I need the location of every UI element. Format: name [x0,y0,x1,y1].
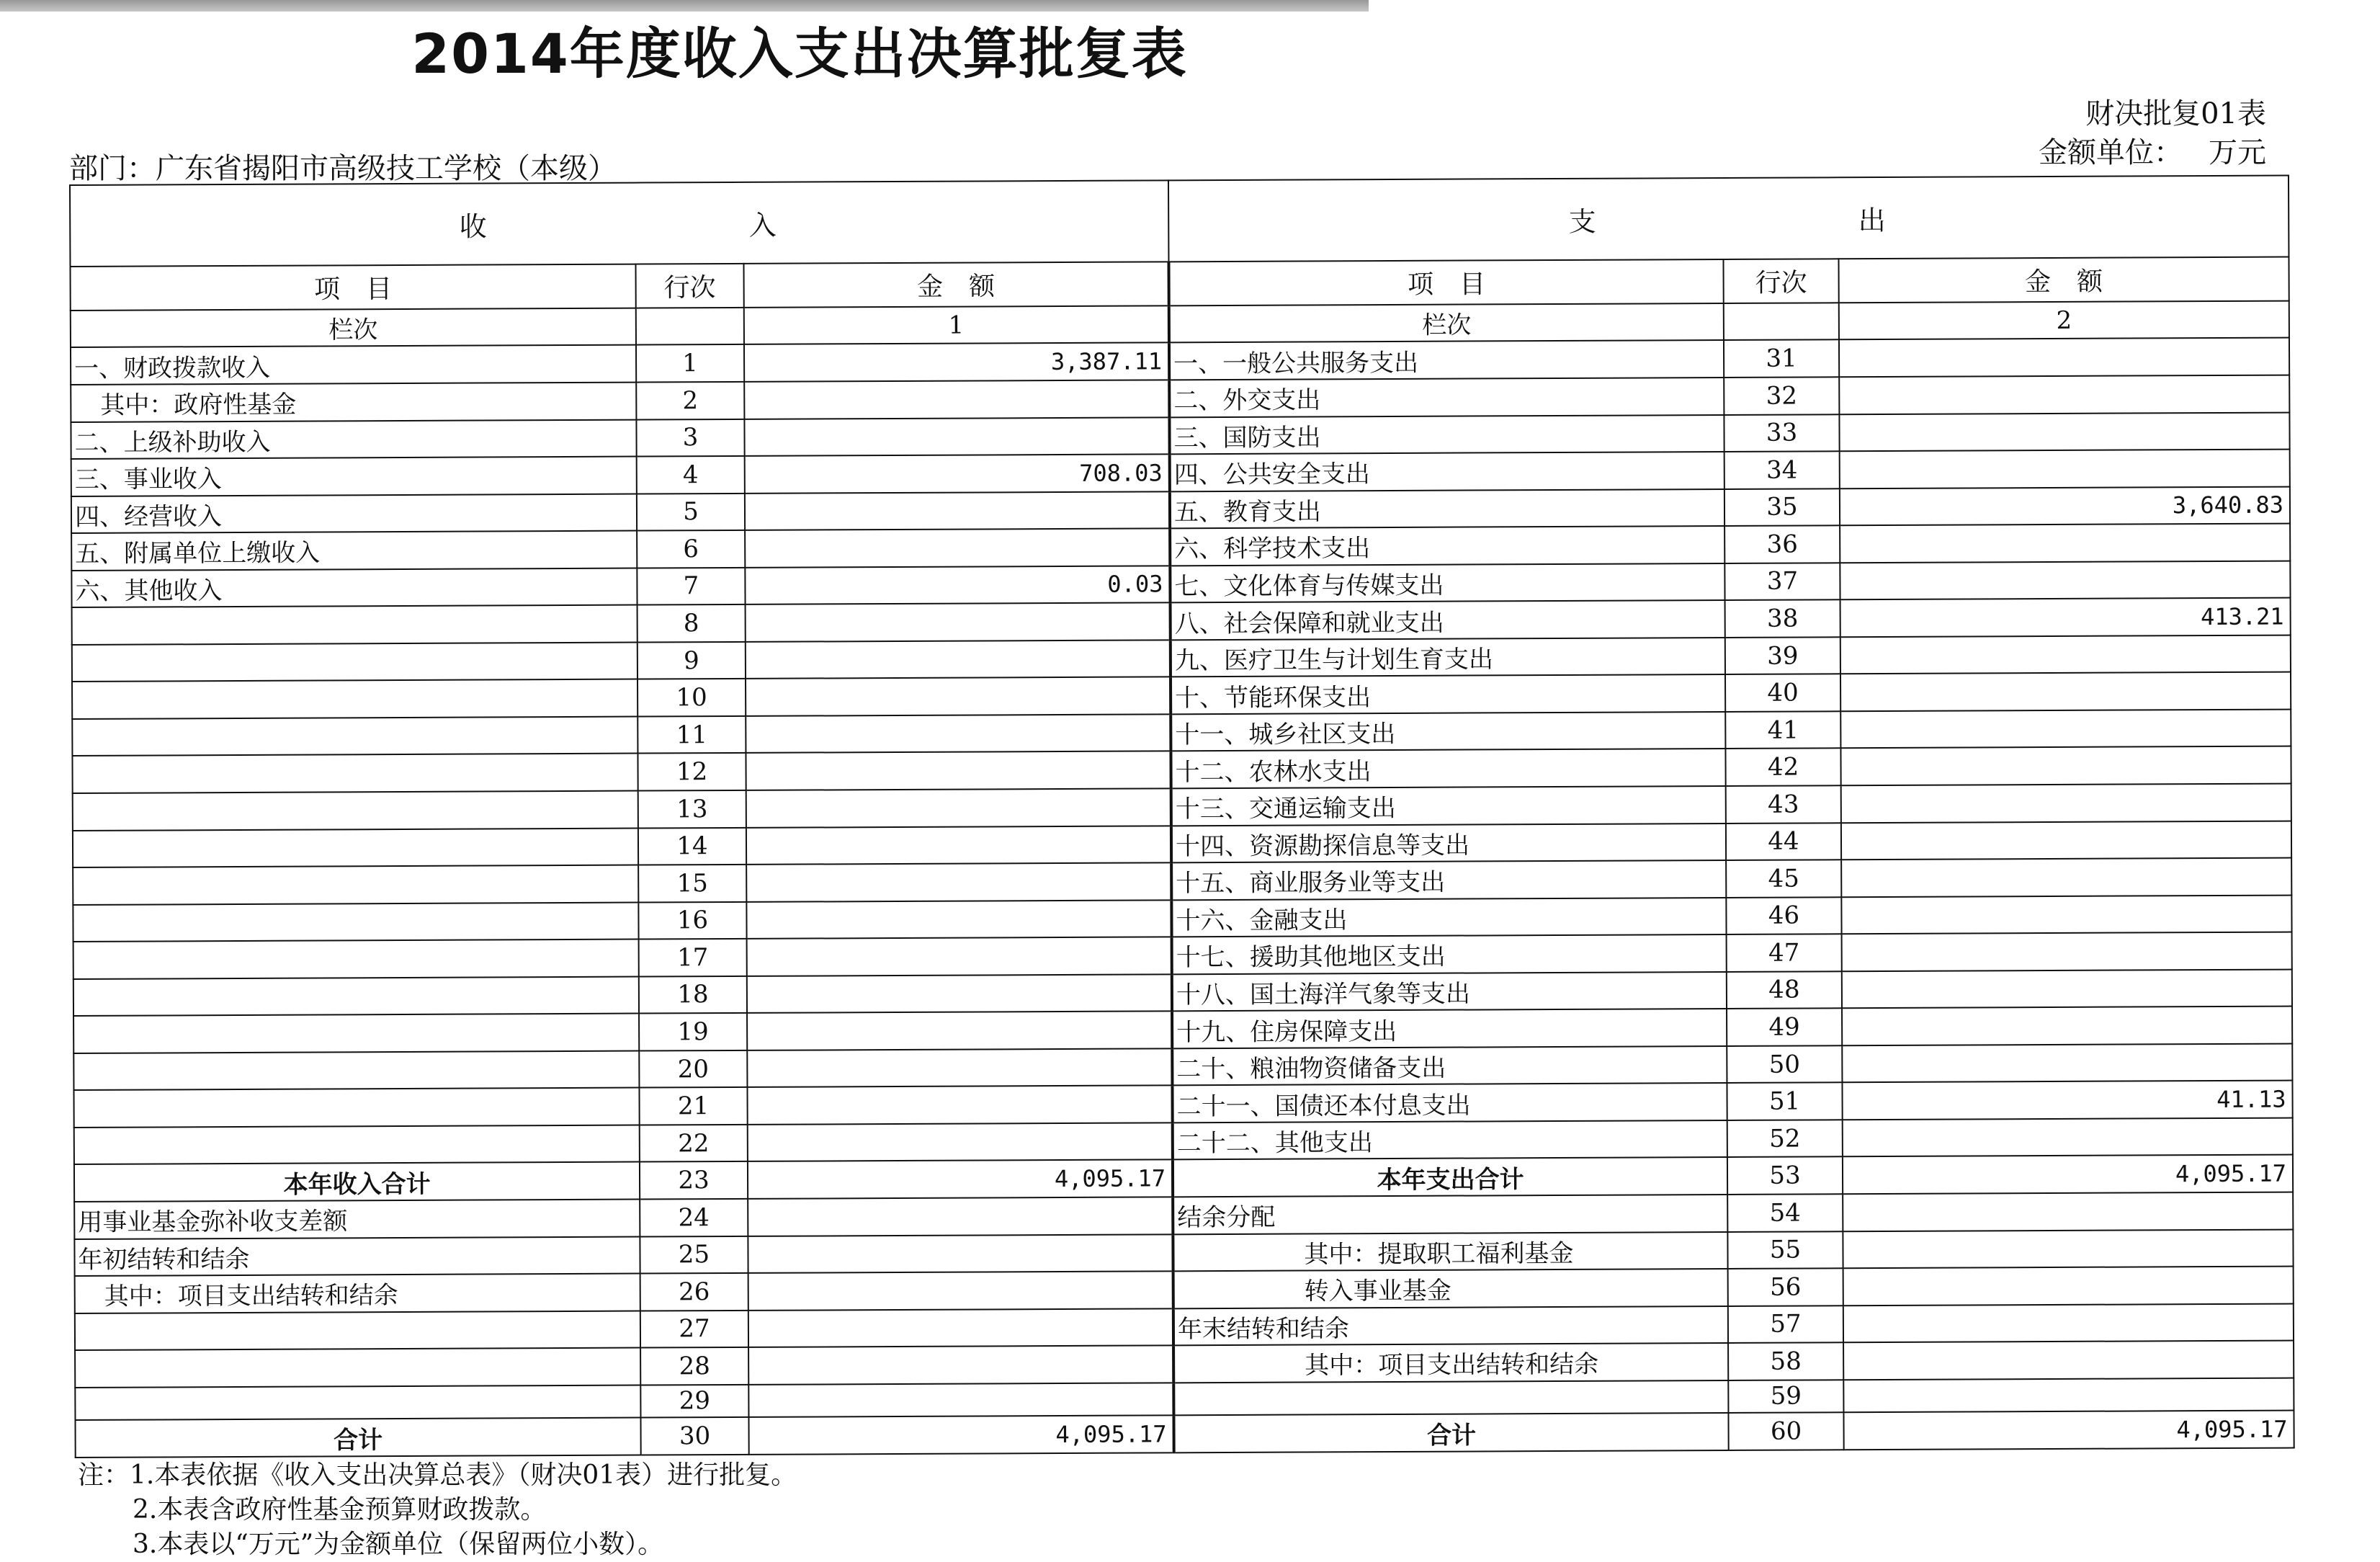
income-item-label: 三、事业收入 [71,457,637,496]
income-item-label [72,754,638,793]
income-amount: 4,095.17 [748,1160,1173,1199]
income-line-number: 8 [638,604,746,642]
income-amount [748,1271,1173,1310]
expense-line-number: 34 [1724,451,1840,488]
income-lanci-empty [636,308,744,345]
expense-amount [1840,450,2290,488]
income-line-number: 14 [638,827,746,865]
expense-item-label: 十八、国土海洋气象等支出 [1172,972,1727,1012]
expense-line-number: 41 [1725,711,1840,749]
expense-line-number: 45 [1726,860,1841,897]
footnote-1: 注：1.本表依据《收入支出决算总表》（财决01表）进行批复。 [78,1460,797,1490]
income-item-label: 二、上级补助收入 [71,419,636,459]
income-amount: 4,095.17 [748,1416,1173,1455]
expense-amount [1843,1378,2294,1412]
income-line-number: 12 [638,753,746,790]
income-item-label: 其中：项目支出结转和结余 [75,1274,640,1313]
expense-section-char-2: 出 [1858,205,1889,237]
income-line-number: 16 [638,902,746,940]
income-amount [746,640,1171,679]
expense-amount [1843,1192,2293,1231]
income-amount: 0.03 [745,566,1170,604]
income-line-number: 17 [639,939,747,976]
income-amount [746,677,1171,716]
expense-amount [1842,932,2292,971]
amount-unit [2039,130,2266,171]
income-item-label [72,605,638,645]
income-section-char-2: 入 [748,209,779,241]
income-line-number: 21 [639,1087,747,1125]
expense-line-number: 60 [1728,1412,1843,1450]
expense-line-number: 59 [1728,1380,1843,1413]
income-item-label [73,1088,639,1128]
income-item-label [75,1385,640,1420]
expense-amount [1843,1303,2294,1342]
income-line-number: 10 [638,679,746,716]
income-line-number: 18 [639,976,747,1014]
footnotes [78,1458,797,1562]
expense-item-header: 项 目 [1168,259,1723,305]
expense-line-number: 54 [1727,1194,1843,1231]
income-amount [745,491,1170,530]
expense-item-label: 二十一、国债还本付息支出 [1172,1083,1727,1123]
income-amount-header: 金 额 [743,262,1168,308]
expense-line-number: 38 [1725,600,1840,638]
expense-amount [1841,784,2291,823]
expense-line-number: 39 [1725,637,1840,674]
income-line-number: 24 [640,1199,748,1236]
expense-amount [1840,635,2291,674]
income-line-number: 3 [636,419,744,456]
unit-label: 金额单位： [2039,136,2183,169]
income-item-header: 项 目 [70,264,635,311]
income-line-number: 27 [640,1311,748,1348]
income-item-label [73,976,639,1016]
income-item-label [73,791,638,831]
income-amount [748,1383,1173,1417]
income-line-number: 15 [638,865,746,902]
expense-amount: 413.21 [1840,598,2291,637]
expense-amount [1840,709,2291,748]
expense-amount [1839,338,2289,377]
income-line-number: 30 [640,1417,748,1455]
expense-amount [1843,1117,2293,1156]
expense-line-number: 53 [1727,1157,1843,1195]
expense-lanci-empty [1724,303,1839,340]
income-line-number: 25 [640,1236,748,1273]
page-title: 2014年度收入支出决算批复表 [411,22,1188,86]
income-amount [746,862,1171,901]
income-line-number: 2 [636,382,744,419]
expense-item-label: 本年支出合计 [1173,1157,1727,1197]
expense-line-number: 43 [1726,785,1841,823]
income-line-header: 行次 [635,264,743,308]
income-amount [744,417,1169,456]
expense-amount [1842,1007,2292,1045]
expense-item-label: 结余分配 [1173,1195,1727,1234]
expense-item-label: 转入事业基金 [1173,1269,1728,1308]
expense-line-number: 31 [1724,340,1839,378]
approval-table [69,175,2295,1458]
expense-line-number: 51 [1727,1083,1842,1120]
expense-item-label: 二十二、其他支出 [1173,1120,1727,1160]
expense-item-label: 七、文化体育与传媒支出 [1170,563,1724,603]
expense-amount: 3,640.83 [1840,486,2290,525]
income-item-label [74,1125,640,1164]
income-amount [746,788,1171,827]
expense-line-number: 50 [1727,1045,1842,1083]
expense-item-label [1173,1380,1728,1416]
expense-line-number: 36 [1724,525,1840,563]
expense-amount [1841,895,2291,934]
expense-line-number: 42 [1725,749,1840,786]
expense-lanci-number: 2 [1839,300,2289,339]
income-amount [748,1123,1173,1161]
income-line-number: 22 [640,1125,748,1162]
expense-amount [1839,412,2289,451]
income-amount [747,1012,1172,1050]
expense-amount [1840,746,2291,785]
income-line-number: 9 [638,642,746,679]
expense-line-number: 33 [1724,414,1839,452]
expense-amount [1841,858,2291,897]
income-item-label: 六、其他收入 [71,568,637,607]
income-amount [744,380,1169,419]
income-amount [747,1086,1172,1125]
expense-amount [1839,375,2289,414]
income-item-label [75,1311,640,1350]
expense-item-label: 九、医疗卫生与计划生育支出 [1171,638,1725,677]
income-amount [748,1234,1173,1273]
expense-item-label: 十一、城乡社区支出 [1171,712,1725,751]
expense-item-label: 六、科学技术支出 [1170,526,1724,566]
expense-amount-header: 金 额 [1838,257,2289,303]
expense-item-label: 四、公共安全支出 [1170,452,1724,491]
income-amount [746,900,1171,939]
income-line-number: 7 [637,568,745,605]
expense-item-label: 十六、金融支出 [1171,898,1726,937]
income-item-label: 四、经营收入 [71,494,637,533]
approval-table-wrapper [69,175,2294,1458]
expense-amount [1841,821,2291,860]
expense-amount: 4,095.17 [1843,1155,2293,1194]
expense-item-label: 十二、农林水支出 [1171,749,1725,788]
expense-line-number: 46 [1726,897,1841,934]
expense-line-header: 行次 [1723,259,1838,303]
income-line-number: 26 [640,1273,748,1311]
income-section-char-1: 收 [459,210,490,243]
expense-item-label: 八、社会保障和就业支出 [1171,600,1725,640]
income-item-label: 用事业基金弥补收支差额 [74,1200,640,1239]
expense-section-header [1168,176,2289,262]
expense-line-number: 49 [1727,1009,1842,1046]
income-line-number: 1 [636,344,744,382]
expense-amount [1840,672,2291,711]
expense-line-number: 35 [1724,488,1840,526]
income-amount [747,974,1172,1013]
income-amount [748,1308,1173,1347]
income-amount [748,1197,1173,1236]
income-lanci-label: 栏次 [71,308,636,347]
income-line-number: 28 [640,1347,748,1385]
table-body [71,338,2294,1458]
expense-item-label: 十九、住房保障支出 [1172,1009,1727,1048]
income-item-label [72,716,638,756]
income-line-number: 19 [639,1013,747,1050]
expense-line-number: 48 [1727,971,1842,1009]
expense-item-label: 年末结转和结余 [1173,1306,1728,1346]
expense-lanci-label: 栏次 [1169,303,1724,343]
income-amount: 708.03 [745,454,1170,493]
footnote-2: 2.本表含政府性基金预算财政拨款。 [133,1495,547,1525]
expense-amount [1842,1043,2292,1082]
expense-amount [1842,969,2292,1008]
income-amount [745,528,1170,567]
income-item-label [73,902,638,942]
expense-item-label: 二、外交支出 [1169,378,1724,417]
expense-item-label: 其中：项目支出结转和结余 [1173,1343,1728,1383]
income-line-number: 13 [638,790,746,828]
income-item-label [73,865,638,905]
expense-amount [1843,1267,2294,1306]
income-item-label: 本年收入合计 [74,1162,640,1202]
income-line-number: 4 [637,456,745,494]
income-line-number: 20 [639,1050,747,1088]
expense-amount [1840,524,2290,563]
income-item-label [72,642,638,682]
income-amount [747,937,1172,976]
expense-item-label: 十七、援助其他地区支出 [1172,934,1727,974]
unit-value: 万元 [2209,136,2266,169]
income-line-number: 11 [638,716,746,754]
expense-item-label: 十四、资源勘探信息等支出 [1171,824,1726,863]
expense-line-number: 44 [1726,823,1841,860]
expense-item-label: 合计 [1173,1413,1728,1452]
income-line-number: 6 [637,530,745,568]
income-item-label [72,679,638,719]
income-line-number: 5 [637,494,745,531]
income-item-label [73,828,638,867]
expense-line-number: 52 [1727,1120,1843,1157]
expense-line-number: 37 [1724,563,1840,600]
expense-amount [1843,1341,2294,1380]
section-header-row [70,176,2289,267]
form-code: 财决批复01表 [2085,97,2266,130]
footnote-3: 3.本表以“万元”为金额单位（保留两位小数）。 [133,1530,664,1559]
income-line-number: 29 [640,1385,748,1418]
income-amount [746,826,1171,865]
expense-amount: 41.13 [1842,1081,2292,1120]
expense-amount [1843,1229,2293,1268]
expense-line-number: 40 [1725,674,1840,712]
expense-item-label: 十五、商业服务业等支出 [1171,860,1726,900]
expense-line-number: 56 [1728,1268,1843,1306]
expense-item-label: 十、节能环保支出 [1171,674,1725,714]
expense-line-number: 32 [1724,377,1839,414]
income-section-header [70,180,1168,267]
income-line-number: 23 [640,1161,748,1199]
income-item-label [73,1050,639,1090]
expense-item-label: 其中：提取职工福利基金 [1173,1232,1727,1272]
income-amount [747,1048,1172,1087]
income-item-label: 其中：政府性基金 [71,383,636,422]
expense-item-label: 十三、交通运输支出 [1171,786,1726,826]
income-item-label [75,1348,640,1388]
expense-line-number: 57 [1728,1306,1843,1343]
income-amount [748,1346,1173,1385]
income-item-label: 五、附属单位上缴收入 [71,531,637,571]
income-item-label: 合计 [75,1418,640,1458]
expense-line-number: 55 [1727,1231,1843,1269]
expense-line-number: 47 [1727,934,1842,971]
expense-line-number: 58 [1728,1342,1843,1380]
income-lanci-number: 1 [744,305,1169,344]
expense-amount: 4,095.17 [1843,1411,2294,1450]
income-amount [746,751,1171,790]
expense-section-char-1: 支 [1568,205,1599,238]
income-amount [746,603,1171,642]
income-amount: 3,387.11 [744,343,1169,382]
expense-item-label: 一、一般公共服务支出 [1169,340,1724,380]
income-item-label [73,1014,639,1053]
expense-item-label: 三、国防支出 [1169,414,1724,454]
expense-item-label: 二十、粮油物资储备支出 [1172,1046,1727,1086]
income-amount [746,714,1171,753]
expense-amount [1840,561,2290,599]
department-label: 部门：广东省揭阳市高级技工学校（本级） [69,152,617,185]
income-item-label [73,940,639,979]
income-item-label: 年初结转和结余 [74,1236,640,1276]
income-item-label: 一、财政拨款收入 [71,345,636,385]
expense-item-label: 五、教育支出 [1170,489,1724,529]
